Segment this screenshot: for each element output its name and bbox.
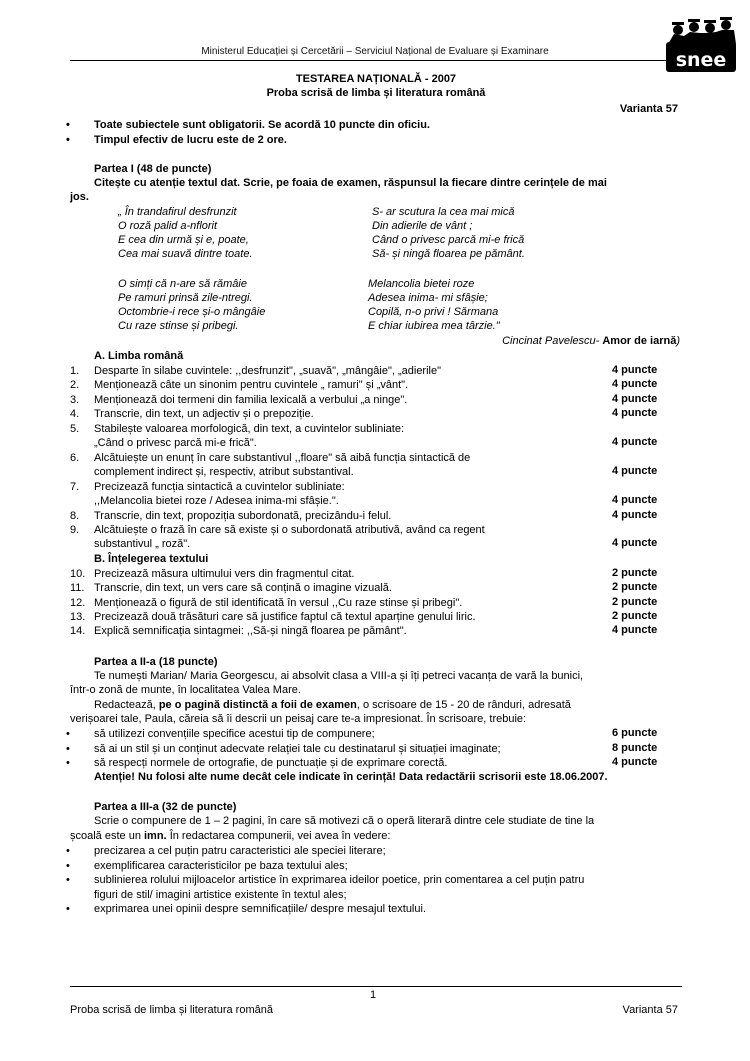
question-number: 10. xyxy=(70,568,86,580)
question-text: Alcătuiește un enunț în care substantivul ,,floare" să aibă funcția sintactică de xyxy=(94,452,471,464)
question-number: 9. xyxy=(70,524,80,536)
exam-subtitle: Proba scrisă de limba și literatura română xyxy=(266,87,486,99)
question-points: 2 puncte xyxy=(612,596,658,608)
question-text: Menționează doi termeni din familia lexicală a verbului „a ninge". xyxy=(94,394,408,406)
question-text: Alcătuiește o frază în care să existe și o subordonată atributivă, având ca regent xyxy=(94,524,485,536)
question-text: substantivul „ roză". xyxy=(94,538,191,550)
part3-heading: Partea a III-a (32 de puncte) xyxy=(94,801,237,813)
ministry-header: Ministerul Educației și Cercetării – Serviciul Național de Evaluare și Examinare xyxy=(201,46,549,57)
question-text: ,,Melancolia bietei roze / Adesea inima-mi sfâșie.". xyxy=(94,495,339,507)
question-text: complement indirect și, respectiv, atribut substantival. xyxy=(94,466,354,478)
question-points: 2 puncte xyxy=(612,581,658,593)
page-number: 1 xyxy=(370,989,377,1001)
part1-instruction: Citește cu atenție textul dat. Scrie, pe foaia de examen, răspunsul la fiecare dintre cerințele de mai xyxy=(94,177,607,189)
part2-task-cont: verișoarei tale, Paula, căreia să îi descrii un peisaj care te-a impresionat. În scrisoare, trebuie: xyxy=(70,713,527,725)
poem-stanza: S- ar scutura la cea mai mică Din adierile de vânt ; Când o privesc parcă mi-e frică Să- și ningă floarea pe pământ. xyxy=(372,206,525,260)
section-b-heading: B. Înțelegerea textului xyxy=(94,553,209,565)
question-text: Menționează o figură de stil identificată în versul ,,Cu raze stinse și pribegi". xyxy=(94,597,463,609)
question-number: 8. xyxy=(70,510,80,522)
question-text: Menționează câte un sinonim pentru cuvintele „ ramuri" și „vânt". xyxy=(94,379,409,391)
question-number: 1. xyxy=(70,365,80,377)
question-text: Desparte în silabe cuvintele: ,,desfrunzit", „suavă", „mângâie", „adierile" xyxy=(94,365,442,377)
question-text: Transcrie, din text, un adjectiv și o prepoziție. xyxy=(94,408,314,420)
question-points: 4 puncte xyxy=(612,624,658,636)
question-text: Transcrie, din text, un vers care să conțină o imagine vizuală. xyxy=(94,582,392,594)
composition-criterion: • precizarea a cel puțin patru caracteristici ale speciei literare; xyxy=(94,844,386,858)
question-number: 7. xyxy=(70,481,80,493)
requirement-item: • să ai un stil și un conținut adecvate relației tale cu destinatarul și situației imaginate; xyxy=(94,742,501,756)
question-points: 2 puncte xyxy=(612,567,658,579)
part3-paragraph: Scrie o compunere de 1 – 2 pagini, în care să motivezi că o operă literară dintre cele studiate de tine la xyxy=(94,815,595,827)
question-text: „Când o privesc parcă mi-e frică". xyxy=(94,437,257,449)
question-points: 4 puncte xyxy=(612,465,658,477)
poem-source: Cincinat Pavelescu- Amor de iarnă) xyxy=(502,335,680,347)
footer-divider xyxy=(70,986,682,987)
question-number: 3. xyxy=(70,394,80,406)
question-text: Transcrie, din text, propoziția subordonată, precizându-i felul. xyxy=(94,510,392,522)
part1-heading: Partea I (48 de puncte) xyxy=(94,163,212,175)
part1-instruction-cont: jos. xyxy=(70,191,89,203)
question-number: 14. xyxy=(70,625,86,637)
part2-heading: Partea a II-a (18 puncte) xyxy=(94,656,218,668)
footer-left: Proba scrisă de limba și literatura română xyxy=(70,1004,273,1016)
exam-title: TESTAREA NAȚIONALĂ - 2007 xyxy=(295,73,457,85)
header-divider xyxy=(70,60,682,61)
section-a-heading: A. Limba română xyxy=(94,350,184,362)
composition-criterion: • sublinierea rolului mijloacelor artistice în exprimarea ideilor poetice, prin comentarea a cel puțin patru xyxy=(94,873,584,887)
question-text: Stabilește valoarea morfologică, din text, a cuvintelor subliniate: xyxy=(94,423,405,435)
snee-logo xyxy=(664,16,738,76)
composition-criterion: figuri de stil/ imagini artistice existente în textul ales; xyxy=(94,888,347,901)
requirement-points: 4 puncte xyxy=(612,756,658,768)
question-points: 4 puncte xyxy=(612,509,658,521)
question-points: 4 puncte xyxy=(612,364,658,376)
question-points: 4 puncte xyxy=(612,537,658,549)
variant-label: Varianta 57 xyxy=(619,103,678,115)
part2-paragraph: Te numești Marian/ Maria Georgescu, ai absolvit clasa a VIII-a și îți petreci vacanța de vară la bunici, xyxy=(94,670,584,682)
general-rule: • Toate subiectele sunt obligatorii. Se acordă 10 puncte din oficiu. xyxy=(94,118,430,132)
poem-stanza: Melancolia bietei roze Adesea inima- mi sfâșie; Copilă, n-o privi ! Sărmana E chiar iubirea mea târzie." xyxy=(368,278,500,332)
question-number: 12. xyxy=(70,597,86,609)
poem-stanza: „ În trandafirul desfrunzit O roză palid a-nflorit E cea din urmă și e, poate, Cea mai suavă dintre toate. xyxy=(118,206,253,260)
general-rule: • Timpul efectiv de lucru este de 2 ore. xyxy=(94,133,287,147)
question-points: 4 puncte xyxy=(612,436,658,448)
question-points: 4 puncte xyxy=(612,393,658,405)
requirement-item: • să utilizezi convențiile specifice acestui tip de compunere; xyxy=(94,727,375,741)
question-number: 13. xyxy=(70,611,86,623)
composition-criterion: • exemplificarea caracteristicilor pe baza textului ales; xyxy=(94,859,348,873)
question-number: 2. xyxy=(70,379,80,391)
question-number: 4. xyxy=(70,408,80,420)
question-text: Precizează funcția sintactică a cuvintelor subliniate: xyxy=(94,481,345,493)
question-number: 5. xyxy=(70,423,80,435)
part2-task: Redactează, pe o pagină distinctă a foii de examen, o scrisoare de 15 - 20 de rânduri, adresată xyxy=(94,699,571,711)
question-points: 4 puncte xyxy=(612,407,658,419)
part2-paragraph-cont: într-o zonă de munte, în localitatea Valea Mare. xyxy=(70,684,301,696)
requirement-item: • să respecți normele de ortografie, de punctuație și de exprimare corectă. xyxy=(94,756,447,770)
question-points: 2 puncte xyxy=(612,610,658,622)
question-number: 6. xyxy=(70,452,80,464)
question-text: Precizează măsura ultimului vers din fragmentul citat. xyxy=(94,568,355,580)
part2-warning: Atenție! Nu folosi alte nume decât cele indicate în cerință! Data redactării scrisorii este 18.06.2007. xyxy=(94,771,608,783)
question-number: 11. xyxy=(70,582,85,594)
footer-right: Varianta 57 xyxy=(622,1004,678,1016)
question-text: Explică semnificația sintagmei: ,,Să-și ningă floarea pe pământ". xyxy=(94,625,407,637)
requirement-points: 8 puncte xyxy=(612,741,658,754)
part3-paragraph-cont: școală este un imn. În redactarea compunerii, vei avea în vedere: xyxy=(70,830,391,842)
svg-text:snee: snee xyxy=(675,49,727,71)
requirement-points: 6 puncte xyxy=(612,727,658,739)
question-text: Precizează două trăsături care să justifice faptul că textul aparține genului liric. xyxy=(94,611,476,623)
question-points: 4 puncte xyxy=(612,378,658,390)
poem-stanza: O simți că n-are să rămâie Pe ramuri prinsă zile-ntregi. Octombrie-i rece și-o mângâie Cu raze stinse și pribegi. xyxy=(118,278,266,332)
composition-criterion: • exprimarea unei opinii despre semnificațiile/ despre mesajul textului. xyxy=(94,902,426,916)
question-points: 4 puncte xyxy=(612,494,658,506)
